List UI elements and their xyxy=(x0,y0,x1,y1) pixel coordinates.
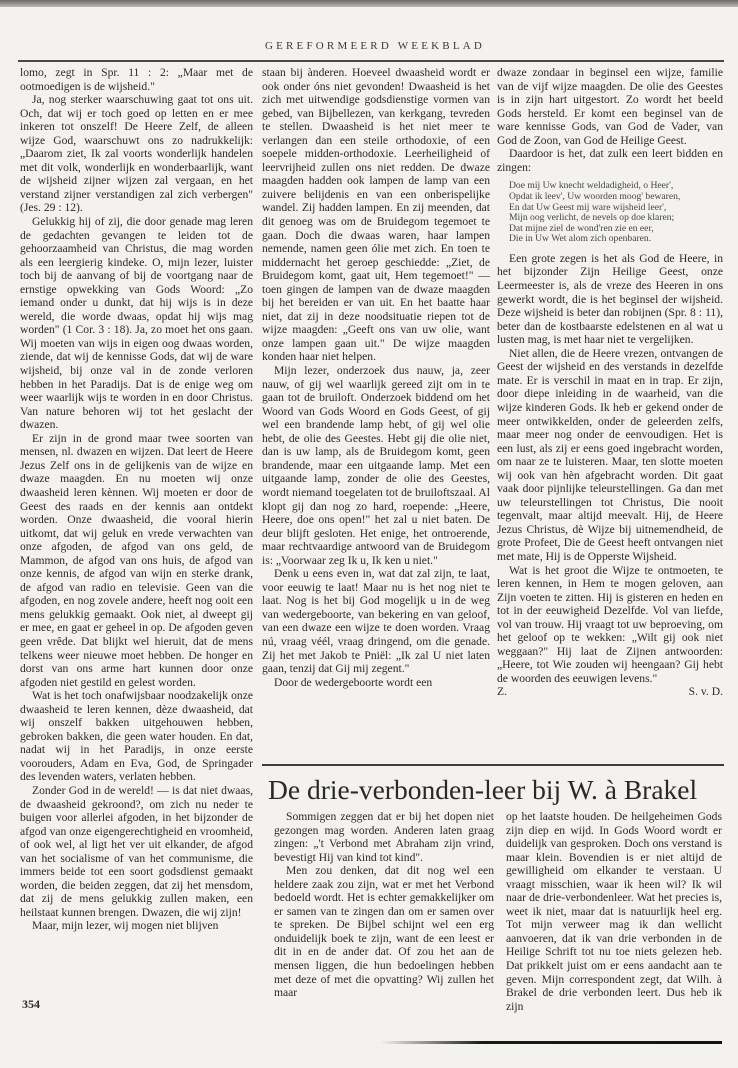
article2-column-1 xyxy=(274,810,494,1000)
verse-line: Die in Uw Wet alom zich openbaren. xyxy=(509,233,652,245)
psalm-verse xyxy=(509,181,723,245)
paragraph: Ja, nog sterker waarschuwing gaat tot ons uit. Och, dat wij er toch goed op letten en er mee inkeren tot onszelf! De Heere Zelf, de alleen wijze God, waarschuwt ons zo nadrukkelijk: „Daarom ziet, Ik zal voorts wonderlijk handelen met dit volk, wonderlijk en wonderbaarlijk, want de wijsheid zijner wijzen zal vergaan, en het verstand zijner verstandigen zal zich verbergen" (Jes. 29 : 12). xyxy=(20,93,253,215)
paragraph: Denk u eens even in, wat dat zal zijn, te laat, voor eeuwig te laat! Maar nu is het nog niet te laat. Nog is het bij God mogelijk u in de weg van wedergeboorte, van bekering en van geloof, van een dwaze een wijze te doen worden. Vraag nú, vraag véél, vraag dringend, om die genade. Zij het met Jakob te Pniël: „Ik zal U niet laten gaan, tenzij dat Gij mij zegent." xyxy=(262,567,490,676)
paragraph: Een grote zegen is het als God de Heere, in het bijzonder Zijn Heilige Geest, onze Leermeester is, als de vreze des Heeren in ons gewerkt wordt, die is het beginsel der wijsheid. Deze wijsheid is beter dan robijnen (Spr. 8 : 11), beter dan de kostbaarste edelstenen en al wat u lusten mag, is met haar niet te vergelijken. xyxy=(497,251,723,347)
signature-author: S. v. D. xyxy=(688,685,723,699)
paragraph: Gelukkig hij of zij, die door genade mag leren de gedachten gevangen te leiden tot de gehoorzaamheid van Christus, die mag worden als een leergierig kindeke. O, mijn lezer, luister toch bij de aanvang of bij de voortgang naar de ernstige opwekking van Gods Woord: „Zo iemand onder u dunkt, dat hij wijs is in deze wereld, die worde dwaas, opdat hij wijs mag worden" (1 Cor. 3 : 18). Ja, zo moet het ons gaan. Wij moeten van wijs in eigen oog dwaas worden, ziende, dat wij de kennisse Gods, dat wij de ware wijsheid, bij onze val in de zonde verloren hebben in het Paradijs. Dat is de enige weg om weer waarlijk wijs te worden in en door Christus. Van nature behoren wij tot het geslacht der dwazen. xyxy=(20,215,253,432)
article2-column-2 xyxy=(506,810,722,1013)
paragraph: Wat is het toch onafwijsbaar noodzakelijk onze dwaasheid te leren kennen, dèze dwaasheid, dat wij onszelf bakken uitgehouwen hebben, gebroken bakken, die geen water houden. En dat, nadat wij in het Paradijs, in onze eerste voorouders, Adam en Eva, God, de Springader des levenden waters, verlaten hebben. xyxy=(20,689,253,784)
masthead: GEREFORMEERD WEEKBLAD xyxy=(264,40,486,52)
article-divider xyxy=(262,764,724,766)
paragraph: staan bij ànderen. Hoeveel dwaasheid wordt er ook onder óns niet gevonden! Dwaasheid is het zich met uitwendige godsdienstige vormen van gebed, van Bijbellezen, van kerkgang, tevreden te stellen. Dwaasheid is het niet meer te verlangen dan een steile orthodoxie, of een soepele midden-orthodoxie. Leerheiligheid of leervrijheid zullen ons niet redden. De dwaze maagden hadden ook lampen de lamp van een zuivere belijdenis en van een onberispelijke wandel. Zij hadden lampen. En zij meenden, dat dit genoeg was om de Bruidegom tegemoet te gaan. Doch die dwaas waren, haar lampen nemende, namen geen ólie met zich. En toen te middernacht het geroep geschiedde: „Ziet, de Bruidegom komt, gaat uit, Hem tegemoet!" — toen gingen de lampen van de dwaze maagden bij het bereiden er van uit. En het baatte haar niet, dat zij in deze noodsituatie riepen tot de wijze maagden: „Geeft ons van uw olie, want onze lampen gaan uit." De wijze maagden konden haar niet helpen. xyxy=(262,66,490,364)
paragraph: Niet allen, die de Heere vrezen, ontvangen de Geest der wijsheid en des verstands in dezelfde mate. Er is verschil in maat en in trap. Er zijn, door diepe inleiding in de waarheid, van die wijze kinderen Gods. Ik heb er gekend onder de meer ontwikkelden, onder de geleerden zelfs, maar meer nog onder de eenvoudigen. Het is een lust, als zij er eens goed ingebracht worden, om naar ze te luisteren. Maar, ten slotte moeten wij ook van hèn afgebracht worden. Dit gaat vaak door pijnlijke teleurstellingen. Ga dan met uw teleurstellingen tot Christus, Die nooit tegenvalt, maar altijd meevalt. Hij, de Heere Jezus Christus, dè Wijze bij uitnemendheid, de grote Profeet, Die de Geest heeft ontvangen niet met mate, Hij is de Opperste Wijsheid. xyxy=(497,346,723,563)
paragraph: Door de wedergeboorte wordt een xyxy=(274,675,433,689)
footer-rule xyxy=(380,1041,722,1044)
article-title: De drie-verbonden-leer bij W. à Brakel xyxy=(268,774,698,805)
verse-line: Doe mij Uw knecht weldadigheid, o Heer', xyxy=(509,180,674,192)
scan-edge xyxy=(0,0,738,7)
article-column-2 xyxy=(262,66,490,689)
signature-left: Z. xyxy=(497,685,507,699)
paragraph: lomo, zegt in Spr. 11 : 2: „Maar met de ootmoedigen is de wijsheid." xyxy=(20,66,253,93)
paragraph: op het laatste houden. De heilgeheimen Gods zijn diep en wijd. In Gods Woord wordt er duidelijk van gesproken. Doch ons verstand is maar klein. Bovendien is er niet altijd de gewilligheid om elkander te verstaan. U vraagt misschien, waar ik heen wil? Ik wil naar de drie-verbondenleer. Wat het precies is, weet ik niet, maar dat is natuurlijk heel erg. Tot mijn verweer mag ik dan wellicht aanvoeren, dat ik van drie verbonden in de Heilige Schrift tot nu toe niets gelezen heb. Dat prikkelt juist om er eens aandacht aan te geven. Mijn correspondent zegt, dat Wilh. à Brakel de drie verbonden leert. Dus heb ik zijn xyxy=(506,810,722,1013)
paragraph: Er zijn in de grond maar twee soorten van mensen, nl. dwazen en wijzen. Dat leert de Heere Jezus Zelf ons in de gelijkenis van de wijze en dwaze maagden. En nu moeten wij onze dwaasheid leren kènnen. Wij moeten er door de Geest des raads en der kennis aan ontdekt worden. Onze dwaasheid, die vooral hierin uitkomt, dat wij geluk en vrede verwachten van onze afgoden, de afgod van ons geld, de Mammon, de afgod van ons huis, de afgod van onze kennis, de afgod van wijn en sterke drank, de afgod van radio en televisie. Geen van die afgoden, en nog zovele andere, heeft nog ooit een mens gelukkig gemaakt. Ook niet, al dweept gij er mee, en gaat er geheel in op. De afgoden geven geen vrêde. Dat blijkt wel hieruit, dat de mens telkens weer nieuwe moet hebben. De honger en dorst van ons arme hart kunnen door onze afgoden niet gestild en gelest worden. xyxy=(20,431,253,689)
page-number: 354 xyxy=(22,997,40,1011)
paragraph: Men zou denken, dat dit nog wel een heldere zaak zou zijn, wat er met het Verbond bedoeld wordt. Het is echter gemakkelijker om er samen van te zingen dan om er samen over te spreken. De Bijbel schijnt wel een erg onduidelijk boek te zijn, want de een leest er dit in en de ander dat. Of zou het aan de mensen liggen, die hun bedoelingen hebben met deze of met die opvatting? Wij zullen het maar xyxy=(274,864,494,1000)
paragraph: Mijn lezer, onderzoek dus nauw, ja, zeer nauw, of gij wel waarlijk gereed zijt om in te gaan tot de bruiloft. Onderzoek biddend om het Woord van Gods Woord en Gods Geest, of gij wel een brandende lamp hebt, of gij wel olie hebt, de olie des Geestes. Hebt gij die olie niet, dan is uw lamp, als de Bruidegom komt, geen brandende, maar een uitgaande lamp. Met een uitgaande lamp, zonder de olie des Geestes, wordt niemand toegelaten tot de bruiloftszaal. Al klopt gij dan nog zo hard, roepende: „Heere, Heere, doe ons open!" het zal u niet baten. De deur blijft gesloten. Het enige, het ontroerende, maar rechtvaardige antwoord van de Bruidegom is: „Voorwaar zeg Ik u, Ik ken u niet." xyxy=(262,364,490,567)
header-rule xyxy=(18,60,724,62)
paragraph: Maar, mijn lezer, wij mogen niet blijven xyxy=(32,919,219,933)
article-column-1 xyxy=(20,66,253,933)
paragraph: Daardoor is het, dat zulk een leert bidden en zingen: xyxy=(497,147,723,174)
paragraph: Sommigen zeggen dat er bij het dopen niet gezongen mag worden. Anderen laten graag zingen: „'t Verbond met Abraham zijn vrind, bevestigt Hij van kind tot kind". xyxy=(274,810,494,864)
verse-line: Dat mijne ziel de wond'ren zie en eer, xyxy=(509,222,654,234)
verse-line: Opdat ik leev', Uw woorden moog' bewaren, xyxy=(509,190,681,202)
paragraph: Wat is het groot die Wijze te ontmoeten, te leren kennen, in Hem te mogen geloven, aan Zijn voeten te zitten. Hij is gisteren en heden en tot in der eeuwigheid Dezelfde. Vol van liefde, vol van trouw. Hij vraagt tot uw beproeving, om het geloof op te wekken: „Wilt gij ook niet weggaan?" Hij laat de Zijnen antwoorden: „Heere, tot Wie zouden wij heengaan? Gij hebt de woorden des eeuwigen levens." xyxy=(497,563,723,685)
signature xyxy=(497,685,723,699)
paragraph: Zonder God in de wereld! — is dat niet dwaas, de dwaasheid gekroond?, om zich nu neder te buigen voor allerlei afgoden, in het bijzonder de afgod van onze eigengerechtigheid en vroomheid, of ook wel, al ligt het ver uit elkander, de afgod van het socialisme of van het communisme, die immers beide tot een soort godsdienst gemaakt worden, die beiden zeggen, dat zij het mensdom, dat zij de mens gelukkig zullen maken, een heilstaat kunnen brengen. Dwazen, die wij zijn! xyxy=(20,783,253,919)
paragraph: dwaze zondaar in beginsel een wijze, familie van de vijf wijze maagden. De olie des Geestes is in zijn hart uitgestort. Zo wordt het beeld Gods hersteld. Er komt een beginsel van de ware kennisse Gods, van God de Vader, van God de Zoon, van God de Heilige Geest. xyxy=(497,66,723,147)
verse-line: Mijn oog verlicht, de nevels op doe klaren; xyxy=(509,212,675,224)
article-column-3 xyxy=(497,66,723,699)
verse-line: En dat Uw Geest mij ware wijsheid leer', xyxy=(509,201,667,213)
